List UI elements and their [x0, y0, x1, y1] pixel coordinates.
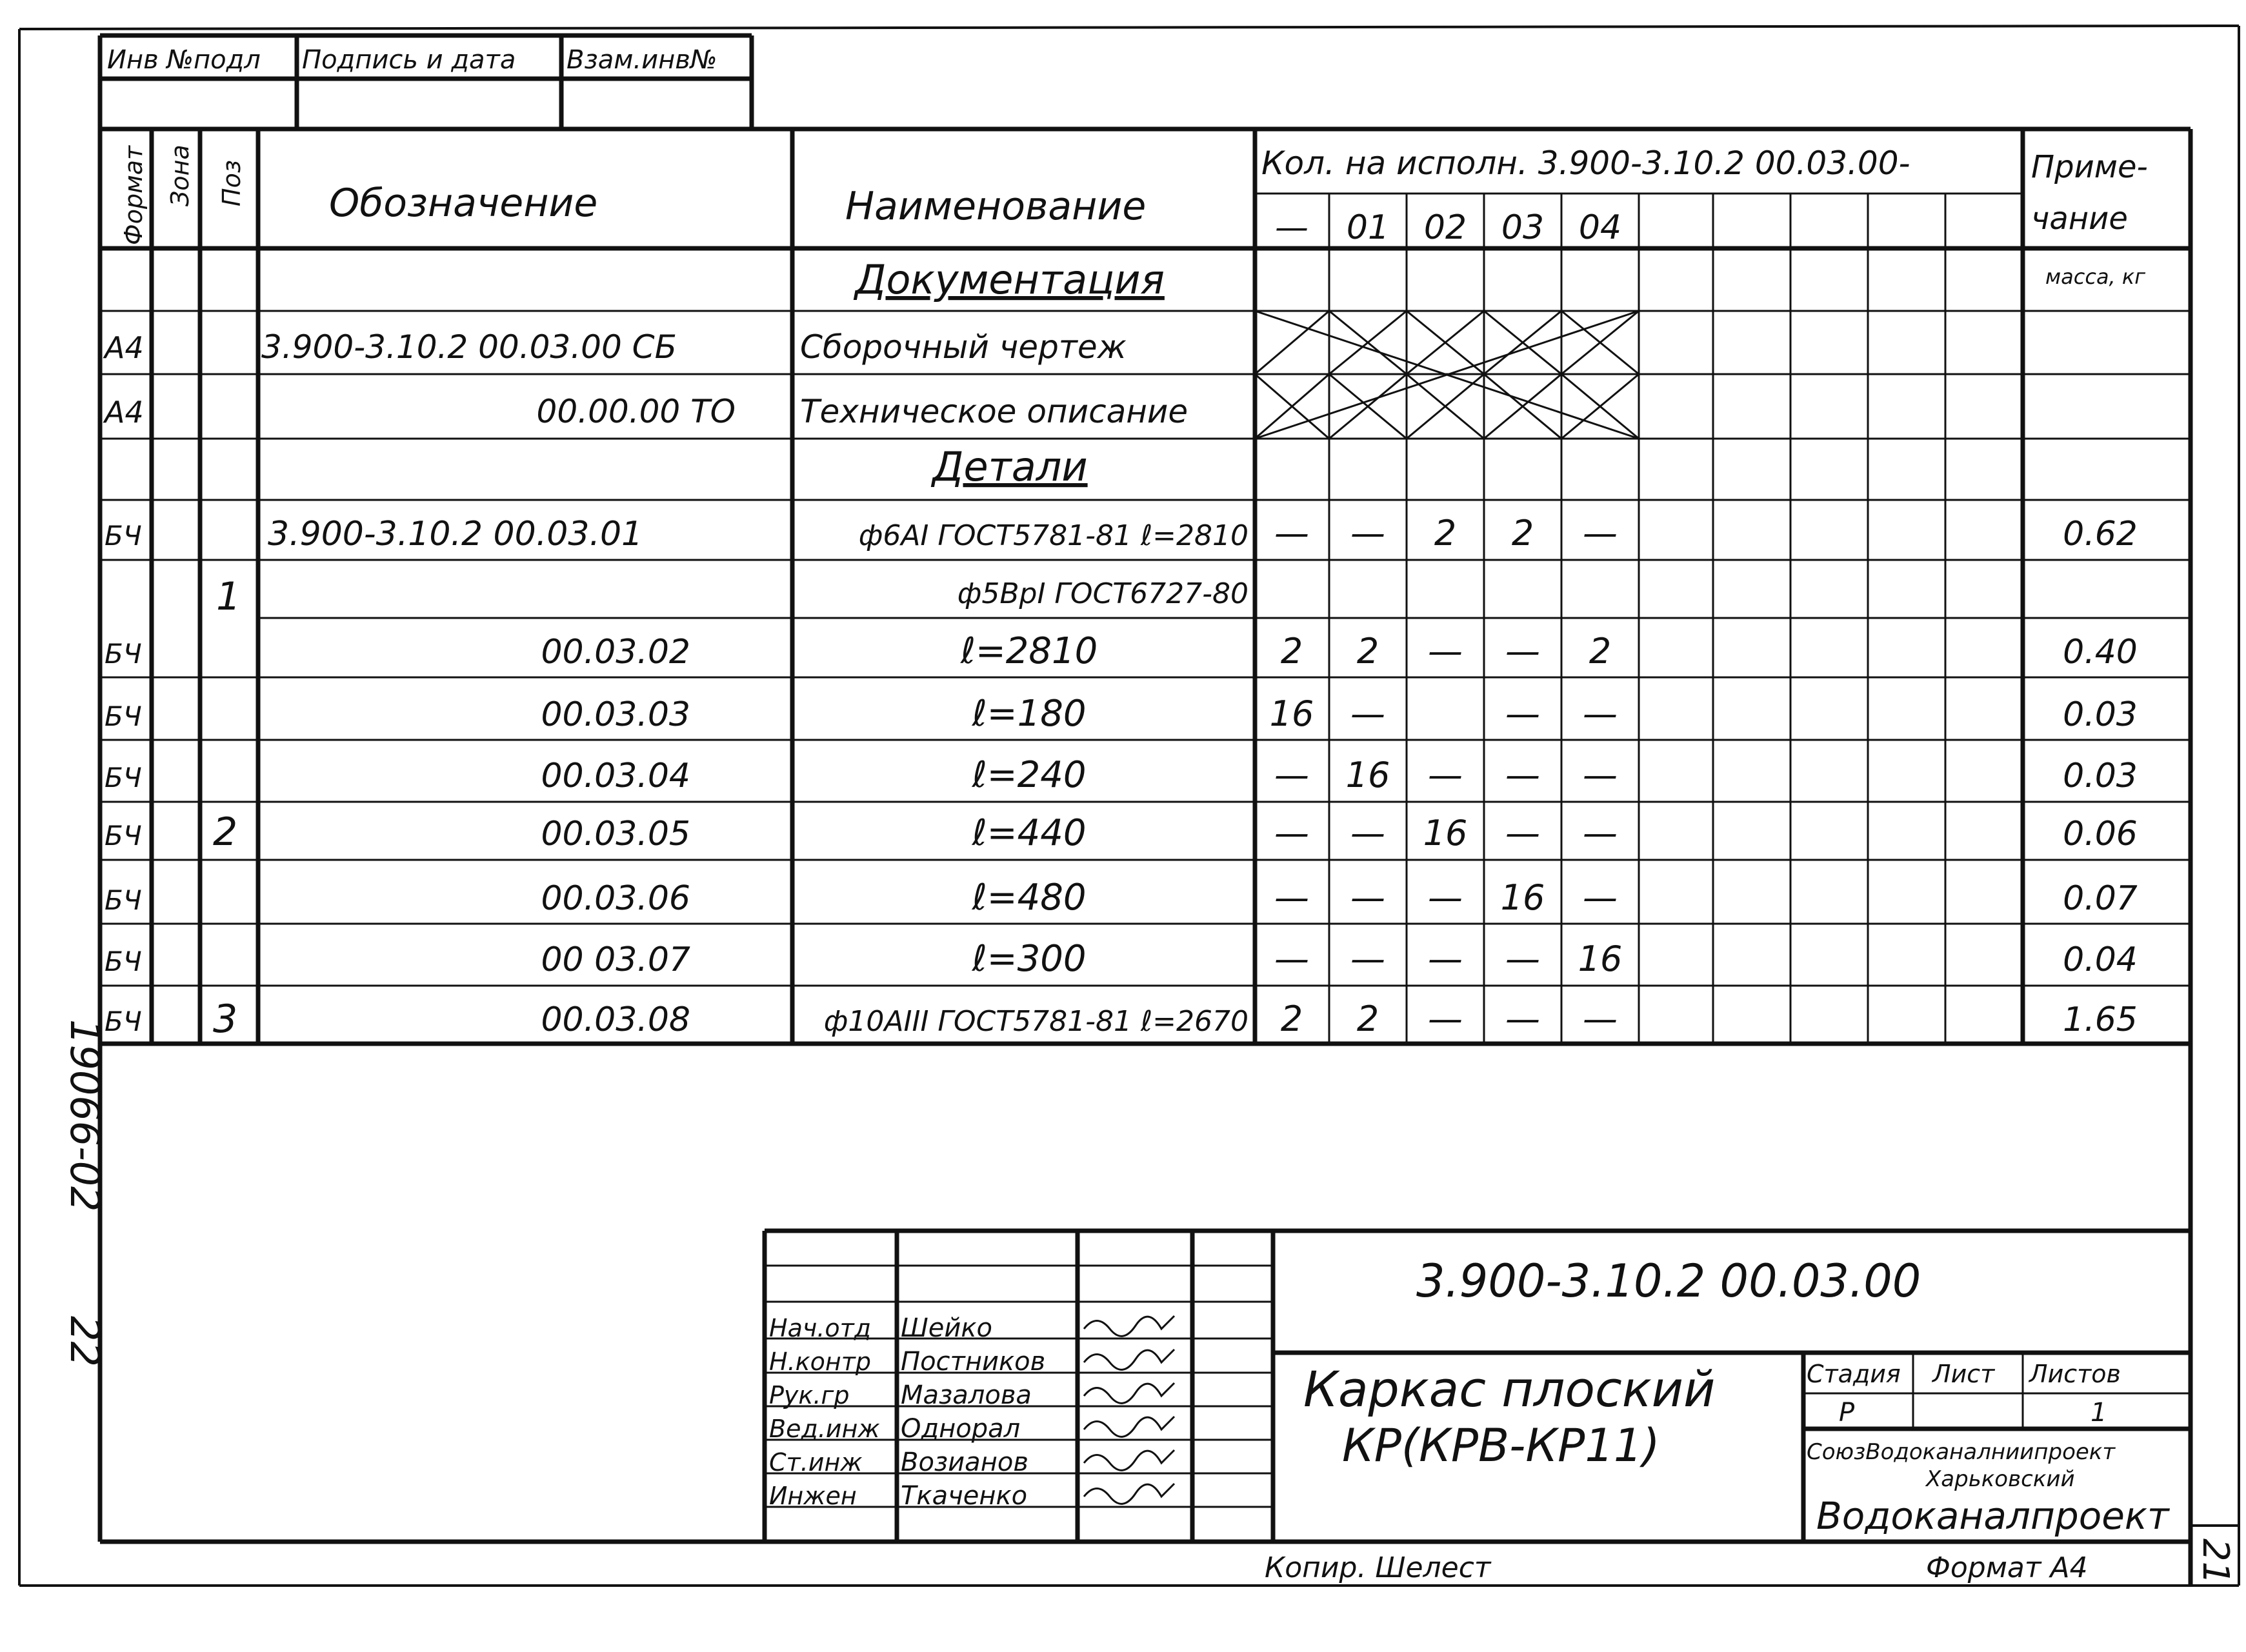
archive-number: 19066-02: [61, 1019, 108, 1212]
detail-row-qty: —: [1350, 813, 1385, 853]
approval-name: Мазалова: [901, 1380, 1032, 1410]
detail-row-format: БЧ: [105, 1006, 142, 1037]
detail-row-designation: 00.03.08: [541, 1000, 690, 1039]
detail-row-qty: —: [1428, 631, 1463, 672]
approval-role: Нач.отд: [769, 1314, 872, 1342]
detail-row-qty: —: [1350, 877, 1385, 918]
qty-title: Кол. на исполн. 3.900-3.10.2 00.03.00-: [1261, 144, 1910, 182]
detail-row-mass: 0.40: [2063, 633, 2138, 672]
detail-row-qty: 16: [1345, 755, 1390, 795]
variant-header-4: 04: [1578, 208, 1622, 247]
detail-row-qty: —: [1505, 813, 1540, 853]
approval-role: Рук.гр: [769, 1381, 850, 1409]
detail-row-mass: 0.03: [2063, 757, 2138, 795]
sheets-value: 1: [2091, 1398, 2107, 1428]
detail-row-format: БЧ: [105, 701, 142, 732]
approval-name: Возианов: [901, 1448, 1028, 1477]
doc-row-format: А4: [105, 330, 144, 365]
detail-row-mass: 1.65: [2063, 1000, 2138, 1039]
detail-row-qty: —: [1274, 513, 1309, 553]
designation-header: Обозначение: [329, 181, 598, 226]
detail-rows: [105, 513, 2138, 1039]
detail-row-qty: —: [1505, 755, 1540, 795]
section-documentation: Документация: [855, 256, 1165, 303]
copied-by: Копир. Шелест: [1265, 1551, 1491, 1584]
signature-mark: [1084, 1450, 1174, 1470]
detail-row-qty: 16: [1423, 813, 1468, 853]
variant-header-3: 03: [1501, 208, 1545, 247]
doc-row-designation: 3.900-3.10.2 00.03.00 СБ: [261, 328, 677, 366]
detail-row-name: ℓ=2810: [960, 630, 1098, 672]
documentation-rows: [103, 328, 1188, 430]
stage-label: Стадия: [1807, 1360, 1901, 1388]
detail-row-qty: —: [1428, 999, 1463, 1039]
detail-row-qty: —: [1583, 693, 1618, 734]
replace-inv-label: Взам.инв№: [567, 45, 717, 75]
pos-label-2: 2: [213, 810, 238, 855]
detail-row-qty: 2: [1280, 999, 1303, 1039]
note-header: Приме-: [2031, 149, 2148, 185]
title-line-2: КР(КРВ-КР11): [1342, 1419, 1660, 1472]
corner-page-number: 21: [2194, 1538, 2236, 1585]
doc-row-format: А4: [105, 395, 144, 430]
stage-value: Р: [1839, 1398, 1855, 1428]
signature-date-label: Подпись и дата: [302, 45, 516, 75]
detail-row-designation: 00.03.06: [541, 879, 690, 918]
detail-row-qty: —: [1505, 631, 1540, 672]
detail-row-mass: 0.04: [2063, 940, 2138, 979]
detail-row-qty: —: [1583, 513, 1618, 553]
detail-row-designation: 00.03.02: [541, 633, 690, 672]
detail-row-qty: —: [1583, 877, 1618, 918]
detail-row-name: ф6АI ГОСТ5781-81 ℓ=2810: [858, 519, 1248, 552]
approval-name: Однорал: [901, 1414, 1021, 1444]
detail-row-qty: 16: [1578, 939, 1623, 979]
detail-row-name: ℓ=240: [972, 754, 1087, 796]
detail-row-qty: —: [1583, 999, 1618, 1039]
section-details: Детали: [932, 443, 1088, 490]
doc-row-name: Техническое описание: [800, 393, 1188, 430]
detail-row-qty: —: [1274, 813, 1309, 853]
detail-row-format: БЧ: [105, 820, 142, 851]
detail-row-qty: 2: [1356, 631, 1379, 672]
detail-row-designation: 00.03.04: [541, 757, 690, 795]
pos-label-3: 3: [213, 997, 238, 1042]
detail-row-qty: —: [1350, 939, 1385, 979]
pos-header: Поз: [217, 159, 246, 206]
detail-row-qty: 16: [1269, 693, 1314, 734]
detail-row-format: БЧ: [105, 884, 142, 916]
mass-label: масса, кг: [2045, 264, 2146, 289]
detail-row-qty: 16: [1500, 877, 1545, 918]
approval-name: Постников: [901, 1347, 1046, 1377]
variant-header-1: 01: [1346, 208, 1390, 247]
detail-row-format: БЧ: [105, 638, 142, 670]
detail-row-qty: —: [1505, 999, 1540, 1039]
signature-mark: [1084, 1316, 1174, 1336]
variant-header-0: —: [1275, 208, 1308, 247]
detail-row-mass: 0.62: [2063, 515, 2138, 553]
detail-row-qty: 2: [1589, 631, 1612, 672]
format-a4: Формат А4: [1926, 1551, 2088, 1584]
detail-row-qty: —: [1428, 877, 1463, 918]
inv-no-label: Инв №подл: [107, 45, 261, 75]
title-block: [1303, 1255, 2171, 1538]
signature-mark: [1084, 1383, 1174, 1403]
sheets-label: Листов: [2029, 1360, 2121, 1388]
name-header: Наименование: [845, 184, 1147, 229]
detail-row-qty: 2: [1434, 513, 1457, 553]
org-line-2: Харьковский: [1926, 1466, 2075, 1492]
pos-label-1: 1: [216, 574, 241, 619]
zone-header: Зона: [166, 144, 194, 206]
detail-row-qty: —: [1274, 755, 1309, 795]
detail-row-qty: 2: [1356, 999, 1379, 1039]
approval-name: Ткаченко: [901, 1481, 1028, 1511]
detail-row-name: ф10АIII ГОСТ5781-81 ℓ=2670: [823, 1005, 1248, 1038]
detail-row-name: ℓ=440: [972, 812, 1087, 854]
detail-row-qty: —: [1583, 755, 1618, 795]
detail-row-qty: —: [1428, 755, 1463, 795]
detail-row-qty: —: [1350, 693, 1385, 734]
detail-row-name: ℓ=300: [972, 938, 1087, 980]
detail-row-mass: 0.06: [2063, 815, 2138, 853]
detail-row-mass: 0.07: [2063, 879, 2138, 918]
detail-row-qty: —: [1583, 813, 1618, 853]
detail-row-qty: 2: [1511, 513, 1534, 553]
approval-role: Ст.инж: [769, 1448, 863, 1477]
signature-mark: [1084, 1417, 1174, 1437]
detail-row-designation: 00.03.03: [541, 695, 690, 734]
top-stamp: [100, 35, 752, 129]
signature-mark: [1084, 1349, 1174, 1369]
approval-role: Инжен: [769, 1482, 857, 1510]
doc-row-designation: 00.00.00 ТО: [536, 393, 736, 430]
signature-mark: [1084, 1484, 1174, 1504]
detail-row-designation: 3.900-3.10.2 00.03.01: [268, 515, 643, 553]
detail-row-format: БЧ: [105, 762, 142, 793]
detail-row-mass: 0.03: [2063, 695, 2138, 734]
detail-row-designation: 00 03.07: [541, 940, 690, 979]
detail-row-qty: —: [1350, 513, 1385, 553]
detail-row-qty: —: [1505, 693, 1540, 734]
format-header: Формат: [119, 145, 148, 245]
detail-row-qty: —: [1428, 939, 1463, 979]
note-header-2: чание: [2031, 201, 2128, 237]
detail-row-qty: 2: [1280, 631, 1303, 672]
detail-row-designation: 00.03.05: [541, 815, 690, 853]
variant-headers: [1275, 208, 1621, 247]
sheet-label: Лист: [1932, 1360, 1995, 1388]
detail-row-qty: —: [1274, 877, 1309, 918]
detail-row-qty: —: [1505, 939, 1540, 979]
sheet-mark: 22: [61, 1316, 108, 1367]
doc-number: 3.900-3.10.2 00.03.00: [1416, 1255, 1921, 1308]
detail-row-name: ℓ=180: [972, 693, 1087, 735]
approval-name: Шейко: [901, 1313, 993, 1343]
detail-row-format: БЧ: [105, 946, 142, 977]
doc-row-name: Сборочный чертеж: [800, 328, 1127, 366]
variant-header-2: 02: [1423, 208, 1467, 247]
approval-role: Вед.инж: [769, 1415, 880, 1443]
detail-row-name: ℓ=480: [972, 877, 1087, 919]
approval-role: Н.контр: [769, 1348, 871, 1376]
approval-signatures: [769, 1313, 1174, 1511]
org-line-1: СоюзВодоканалниипроект: [1807, 1439, 2116, 1465]
title-line-1: Каркас плоский: [1303, 1360, 1716, 1418]
detail-row-qty: —: [1274, 939, 1309, 979]
detail-row-format: БЧ: [105, 520, 142, 552]
org-line-3: Водоканалпроект: [1816, 1494, 2169, 1538]
detail-row-name: ф5ВрI ГОСТ6727-80: [957, 577, 1248, 610]
